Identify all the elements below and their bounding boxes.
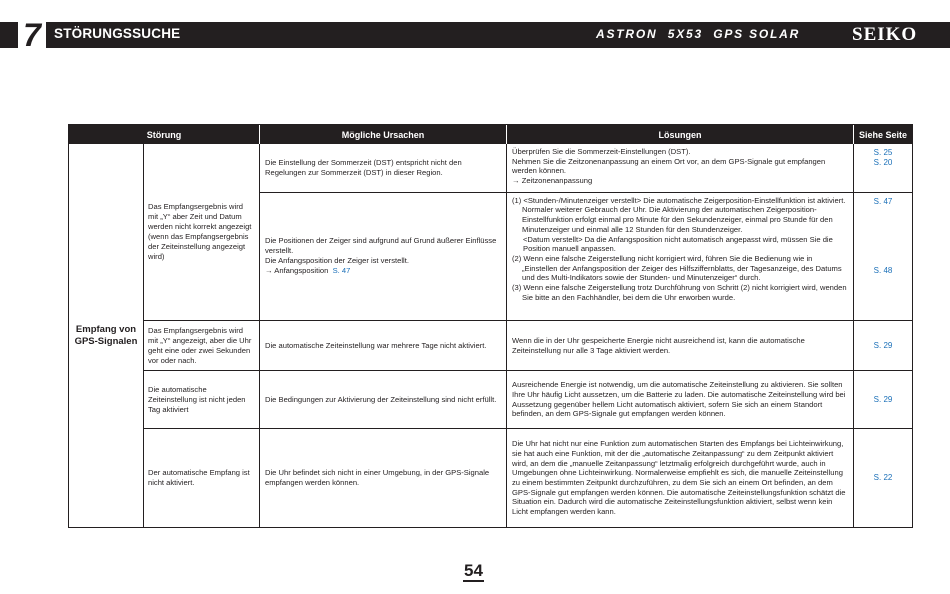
- table-row: [144, 321, 912, 371]
- cause-line: [265, 266, 501, 276]
- solution-step-3: (3) Wenn eine falsche Zeigerstellung trotz Durchführung von Schritt (2) nicht korrigiert wird, wenden Sie bitte an den Fachhändler, bei dem die Uhr erworben wurde.: [512, 283, 847, 302]
- page-number: 54: [464, 561, 483, 580]
- cause-line: Die Positionen der Zeiger sind aufgrund auf Grund äußerer Einflüsse verstellt.: [265, 236, 497, 256]
- category-cell: Empfang von GPS-Signalen: [69, 144, 144, 527]
- table-row: [144, 371, 912, 429]
- header-causes: Mögliche Ursachen: [260, 125, 507, 144]
- page-ref-link[interactable]: S. 25: [873, 148, 893, 157]
- table-row: [260, 193, 912, 320]
- solution-step-2: (2) Wenn eine falsche Zeigerstellung nicht korrigiert wird, führen Sie die Bedienung wie in „Einstellen der Anfangsposition der Zeiger des Hilfsziffernblatts, der Tagesanzeige, des Datums und des Multi-Indikators sowie der Stunden- und Minutenzeiger“ durch.: [512, 253, 842, 283]
- seiko-logo: SEIKO: [852, 24, 918, 45]
- header-problem: Störung: [69, 125, 260, 144]
- problem-cell: Der automatische Empfang ist nicht aktiviert.: [144, 429, 260, 527]
- solution-line: → Zeitzonenanpassung: [512, 176, 593, 186]
- page-ref-cell: [854, 193, 912, 320]
- solution-line: Nehmen Sie die Zeitzonenanpassung an einem Ort vor, an dem GPS-Signale gut empfangen werden können.: [512, 156, 826, 176]
- troubleshooting-table: [68, 124, 913, 528]
- page-ref-link[interactable]: S. 22: [873, 473, 893, 482]
- solution-line: Überprüfen Sie die Sommerzeit-Einstellungen (DST).: [512, 147, 691, 156]
- solution-text: Die Uhr hat nicht nur eine Funktion zum automatischen Starten des Empfangs bei Lichteinwirkung, sie hat auch eine Funktion, mit der die „automatische Zeitanpassung“ zu dem Zeitpunkt aktiviert wird, an dem die „manuelle Zeitanpassung“ letztmalig erfolgreich durchgeführt wurde, auch in Umgebungen ohne Lichteinwirkung. Normalerweise empfiehlt es sich, die manuelle Zeiteinstellung zu einem bestimmten Zeitpunkt durchzuführen, zu dem Sie sich an einem Ort befinden, an dem GPS-Signale gut empfangen werden können. Die automatische Zeiteinstellungsfunktion schätzt die Situation ein. Dadurch wird die automatische Zeiteinstellungsfunktion aktiviert, selbst wenn kein Licht empfangen werden kann.: [512, 439, 846, 517]
- cause-cell: Die Uhr befindet sich nicht in einer Umgebung, in der GPS-Signale empfangen werden können.: [260, 429, 507, 527]
- cause-cell: [260, 193, 507, 320]
- problem-cell: Das Empfangsergebnis wird mit „Y“ angezeigt, aber die Uhr geht eine oder zwei Sekunden vor oder nach.: [144, 321, 260, 370]
- page-ref-link[interactable]: S. 29: [873, 394, 893, 404]
- chapter-title: STÖRUNGSSUCHE: [54, 26, 181, 41]
- table-row: [144, 144, 912, 321]
- page-ref-link[interactable]: S. 29: [873, 340, 893, 350]
- table-body: [69, 144, 912, 527]
- problem-cell: Das Empfangsergebnis wird mit „Y“ aber Zeit und Datum werden nicht korrekt angezeigt (wenn das Empfangsergebnis der Zeiteinstellung angezeigt wird): [144, 144, 260, 320]
- solution-step-1b: <Datum verstellt> Da die Anfangsposition nicht automatisch angepasst wird, müssen Sie die Position manuell anpassen.: [523, 234, 833, 254]
- page-ref-link[interactable]: S. 20: [873, 158, 893, 167]
- header-see-page: Siehe Seite: [858, 129, 908, 140]
- solution-step-1: (1) <Stunden-/Minutenzeiger verstellt> Die automatische Zeigerposition-Einstellfunktion ist aktiviert. Normaler weiterer Gebrauch der Uhr. Die Aktivierung der automatischen Zeigerposition-Einstellfunktion erfolgt einmal pro Minute für den Sekundenzeiger, einmal pro Stunde für den Minutenzeiger und einmal alle 12 Stunden für den Stundenzeiger.: [512, 195, 846, 234]
- header-solutions: Lösungen: [507, 125, 854, 144]
- page-ref-link[interactable]: S. 47: [873, 196, 893, 206]
- solution-cell: [507, 371, 854, 428]
- cause-cell: Die Einstellung der Sommerzeit (DST) entspricht nicht den Regelungen zur Sommerzeit (DST) in dieser Region.: [260, 144, 507, 192]
- cause-cell: Die Bedingungen zur Aktivierung der Zeiteinstellung sind nicht erfüllt.: [260, 371, 507, 428]
- solution-text: Ausreichende Energie ist notwendig, um die automatische Zeiteinstellung zu aktivieren. Sie sollten Ihre Uhr häufig Licht aussetzen, um die Batterie zu laden. Die automatische Zeiteinstellung wird bei Aussetzung gegenüber hellem Licht automatisch aktiviert, sofern Sie sich an einem Standort befinden, an dem GPS-Signale gut empfangen werden können.: [512, 380, 846, 419]
- table-row: [260, 144, 912, 193]
- chapter-number: 7: [18, 17, 46, 53]
- product-name: ASTRON 5X53 GPS SOLAR: [596, 27, 801, 41]
- page-ref-link[interactable]: S. 48: [873, 265, 893, 275]
- solution-cell: [507, 193, 854, 320]
- cause-line: Die Anfangsposition der Zeiger ist verstellt.: [265, 256, 409, 266]
- problem-cell: Die automatische Zeiteinstellung ist nicht jeden Tag aktiviert: [144, 371, 260, 428]
- cause-cell: Die automatische Zeiteinstellung war mehrere Tage nicht aktiviert.: [260, 321, 507, 370]
- page-ref-cell: [854, 144, 912, 192]
- page-ref-link[interactable]: S. 47: [332, 266, 351, 276]
- table-row: [144, 429, 912, 527]
- solution-cell: [507, 321, 854, 370]
- solution-cell: [507, 429, 854, 527]
- solution-cell: [507, 144, 854, 192]
- table-header-row: [69, 125, 912, 144]
- cause-text: → Anfangsposition: [265, 266, 329, 276]
- solution-text: Wenn die in der Uhr gespeicherte Energie nicht ausreichend ist, kann die automatische Zeiteinstellung nur alle 3 Tage aktiviert werden.: [512, 335, 805, 355]
